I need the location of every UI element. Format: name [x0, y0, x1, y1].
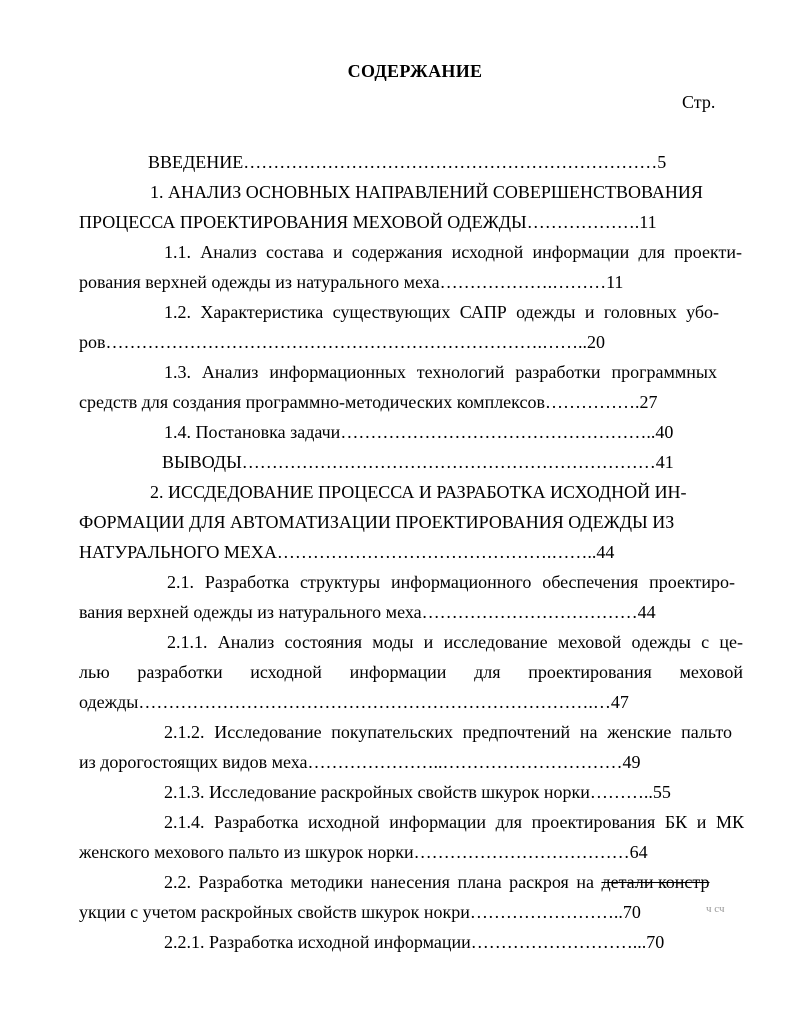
- toc-entry-2-1-4: 2.1.4. Разработка исходной информации для проектирования БК и МК: [164, 812, 744, 832]
- toc-entry-2-1-3: 2.1.3. Исследование раскройных свойств шкурок норки………..55: [164, 782, 671, 802]
- toc-entry-chapter-2: 2. ИССДЕДОВАНИЕ ПРОЦЕССА И РАЗРАБОТКА ИСХОДНОЙ ИН-: [150, 482, 687, 502]
- toc-entry-2-1: 2.1. Разработка структуры информационного обеспечения проектиро-: [167, 572, 735, 592]
- toc-entry-1-2-cont: ров……………………………………………………………….……..20: [79, 332, 605, 352]
- toc-entry-2-1-4-cont: женского мехового пальто из шкурок норки………………………………64: [79, 842, 648, 862]
- toc-entry-1-3: 1.3. Анализ информационных технологий разработки программных: [164, 362, 717, 382]
- toc-entry-1-4: 1.4. Постановка задачи……………………………………………..40: [164, 422, 674, 442]
- toc-entry-1-2: 1.2. Характеристика существующих САПР одежды и головных убо-: [164, 302, 719, 322]
- toc-entry-2-1-cont: вания верхней одежды из натурального меха………………………………44: [79, 602, 656, 622]
- scan-margin-noise: ч сч: [706, 903, 725, 915]
- toc-entry-chapter-1: 1. АНАЛИЗ ОСНОВНЫХ НАПРАВЛЕНИЙ СОВЕРШЕНСТВОВАНИЯ: [150, 182, 703, 202]
- toc-entry-2-2-cont: укции с учетом раскройных свойств шкурок нокри……………………..70: [79, 902, 641, 922]
- toc-entry-conclusions: ВЫВОДЫ……………………………………………………………41: [162, 452, 674, 472]
- toc-entry-chapter-2-cont2: НАТУРАЛЬНОГО МЕХА……………………………………….……..44: [79, 542, 615, 562]
- toc-entry-1-1-cont: рования верхней одежды из натурального меха……………….………11: [79, 272, 624, 292]
- toc-entry-introduction: ВВЕДЕНИЕ……………………………………………………………5: [148, 152, 667, 172]
- toc-entry-2-1-1-cont: лью разработки исходной информации для проектирования меховой: [79, 662, 743, 682]
- toc-entry-1-3-cont: средств для создания программно-методических комплексов…………….27: [79, 392, 658, 412]
- toc-entry-2-2-1: 2.2.1. Разработка исходной информации………………………...70: [164, 932, 665, 952]
- toc-entry-2-1-1: 2.1.1. Анализ состояния моды и исследование меховой одежды с це-: [167, 632, 743, 652]
- page-column-label: Стр.: [682, 92, 716, 112]
- toc-entry-chapter-2-cont: ФОРМАЦИИ ДЛЯ АВТОМАТИЗАЦИИ ПРОЕКТИРОВАНИЯ ОДЕЖДЫ ИЗ: [79, 512, 675, 532]
- toc-entry-2-2-struck-text: детали констр: [601, 872, 710, 892]
- toc-entry-2-1-2-cont: из дорогостоящих видов меха…………………..…………………………49: [79, 752, 641, 772]
- toc-entry-1-1: 1.1. Анализ состава и содержания исходной информации для проекти-: [164, 242, 742, 262]
- toc-entry-2-2-text: 2.2. Разработка методики нанесения плана раскроя на: [164, 872, 602, 892]
- toc-entry-2-2: [164, 871, 744, 893]
- toc-title: СОДЕРЖАНИЕ: [347, 61, 483, 81]
- toc-entry-2-1-2: 2.1.2. Исследование покупательских предпочтений на женские пальто: [164, 722, 732, 742]
- toc-entry-chapter-1-cont: ПРОЦЕССА ПРОЕКТИРОВАНИЯ МЕХОВОЙ ОДЕЖДЫ……………….11: [79, 212, 657, 232]
- toc-entry-2-1-1-cont2: одежды………………………………………………………………….…47: [79, 692, 629, 712]
